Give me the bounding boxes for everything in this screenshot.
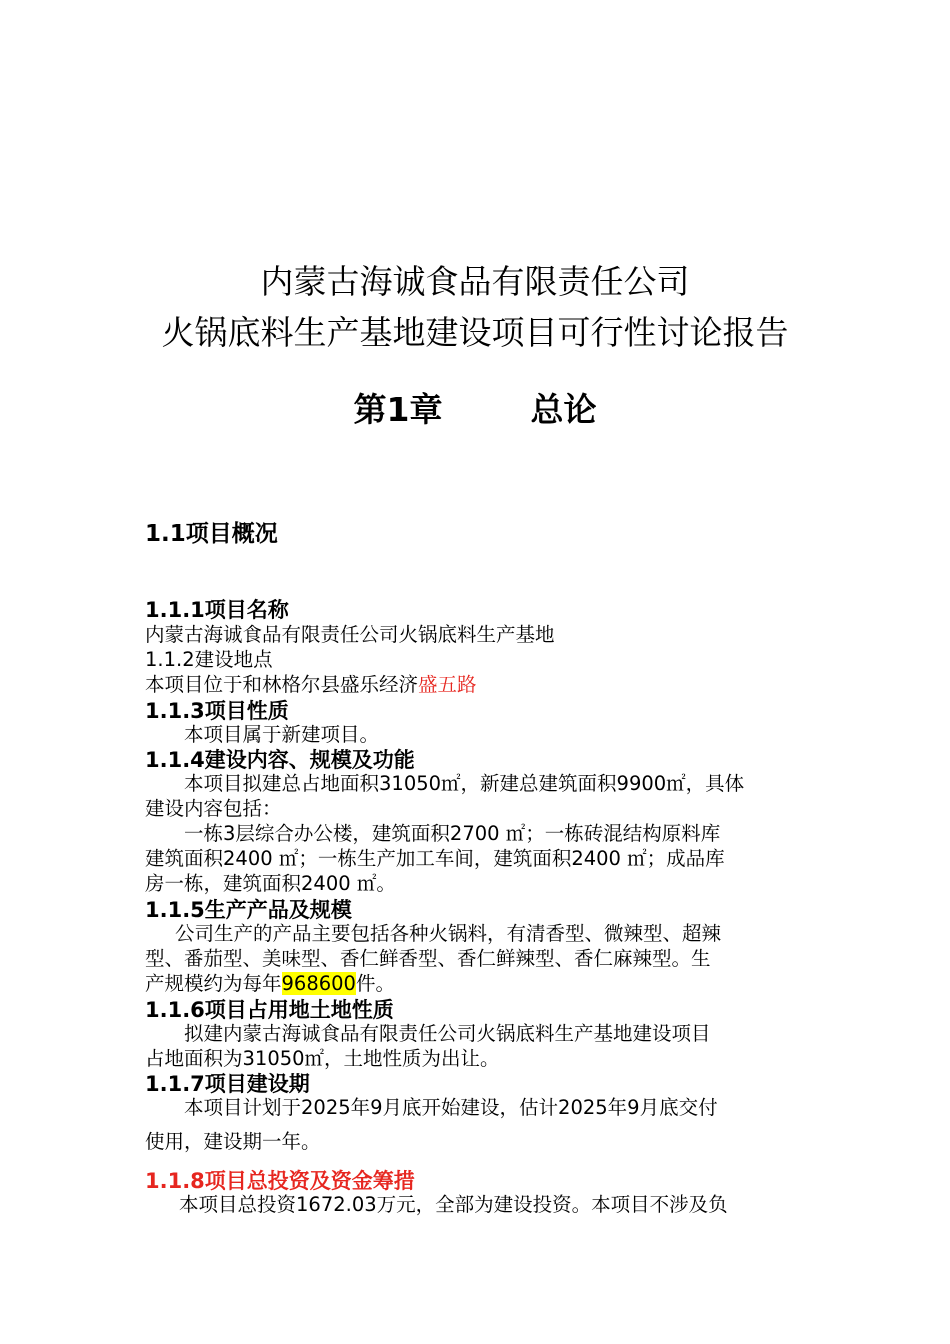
- land-text-line-1: 拟建内蒙古海诚食品有限责任公司火锅底料生产基地建设项目: [184, 1022, 711, 1045]
- heading-1-1-2: 1.1.2建设地点: [145, 648, 273, 671]
- chapter-number: 第1章: [353, 390, 443, 429]
- products-text-line-2: 型、番茄型、美味型、香仁鲜香型、香仁鲜辣型、香仁麻辣型。生: [145, 947, 711, 970]
- products-text-line-1: 公司生产的产品主要包括各种火锅料，有清香型、微辣型、超辣: [175, 922, 722, 945]
- products-scale-prefix: 产规模约为每年: [145, 972, 282, 995]
- heading-1-1-4: 1.1.4建设内容、规模及功能: [145, 748, 415, 772]
- period-text-line-1: 本项目计划于2025年9月底开始建设，估计2025年9月底交付: [184, 1096, 718, 1119]
- location-text-main: 本项目位于和林格尔县盛乐经济: [145, 673, 419, 696]
- construction-detail-line-1: 一栋3层综合办公楼，建筑面积2700 ㎡；一栋砖混结构原料库: [184, 822, 721, 845]
- period-text-line-2: 使用，建设期一年。: [145, 1130, 321, 1153]
- section-heading-1-1: 1.1项目概况: [145, 521, 278, 547]
- chapter-name: 总论: [530, 390, 597, 429]
- investment-text-line-1: 本项目总投资1672.03万元，全部为建设投资。本项目不涉及负: [179, 1193, 728, 1216]
- construction-detail-line-3: 房一栋，建筑面积2400 ㎡。: [145, 872, 396, 895]
- report-title-line-2: 火锅底料生产基地建设项目可行性讨论报告: [161, 313, 789, 352]
- project-nature-text: 本项目属于新建项目。: [184, 723, 380, 746]
- location-road-name: 盛五路: [418, 673, 477, 696]
- products-text-line-3: [145, 972, 805, 997]
- chapter-heading: [0, 388, 950, 432]
- heading-1-1-6: 1.1.6项目占用地土地性质: [145, 998, 394, 1022]
- heading-1-1-7: 1.1.7项目建设期: [145, 1072, 310, 1096]
- heading-1-1-5: 1.1.5生产产品及规模: [145, 898, 352, 922]
- construction-detail-line-2: 建筑面积2400 ㎡；一栋生产加工车间，建筑面积2400 ㎡；成品库: [145, 847, 725, 870]
- project-name-text: 内蒙古海诚食品有限责任公司火锅底料生产基地: [145, 623, 555, 646]
- heading-1-1-1: 1.1.1项目名称: [145, 598, 289, 622]
- construction-text-line-1: 本项目拟建总占地面积31050㎡，新建总建筑面积9900㎡，具体: [184, 772, 745, 795]
- products-scale-suffix: 件。: [355, 972, 395, 995]
- products-scale-value: 968600: [281, 972, 356, 995]
- report-title-line-1: 内蒙古海诚食品有限责任公司: [260, 262, 690, 301]
- heading-1-1-3: 1.1.3项目性质: [145, 699, 289, 723]
- construction-text-line-2: 建设内容包括：: [145, 797, 282, 820]
- location-text: [145, 673, 805, 698]
- heading-1-1-8: 1.1.8项目总投资及资金筹措: [145, 1169, 415, 1193]
- land-text-line-2: 占地面积为31050㎡，土地性质为出让。: [145, 1047, 500, 1070]
